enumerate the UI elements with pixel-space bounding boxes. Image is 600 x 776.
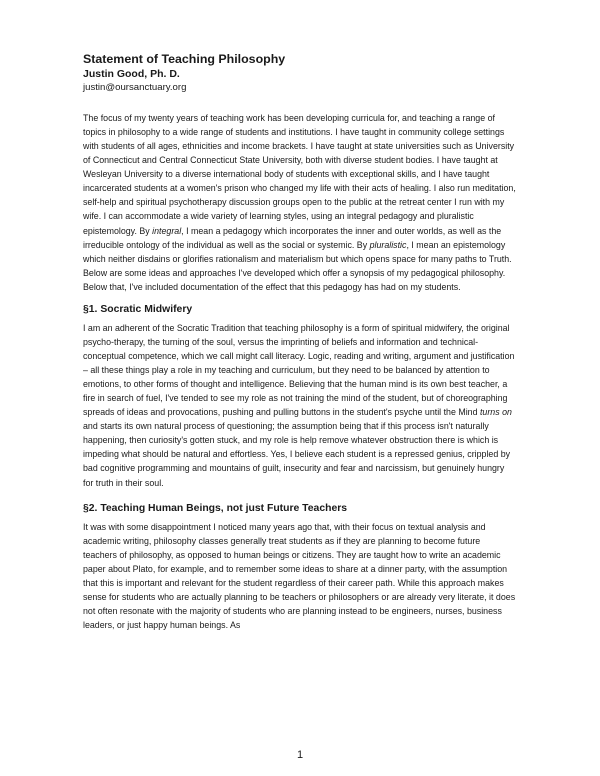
- intro-text-2: , I mean a pedagogy which incorporates the inner and outer worlds, as well as the irreducible ontology of the individual as well as the social or systemic. By: [83, 225, 502, 250]
- author-email: justin@oursanctuary.org: [83, 82, 187, 93]
- page-number: 1: [296, 749, 304, 761]
- intro-text-3: , I mean an epistemology which neither disdains or glorifies rationalism and materialism but which opens space for many paths to Truth. Below are some ideas and approaches I've developed which offer a synopsis of my pedagogical philosophy. Below that, I've included documentation of the effect that this pedagogy has had on my students.: [83, 239, 512, 292]
- document-title: Statement of Teaching Philosophy: [83, 52, 286, 66]
- intro-emphasis-pluralistic: pluralistic: [369, 239, 407, 250]
- section-1-paragraph: [83, 321, 516, 490]
- section-2-heading: §2. Teaching Human Beings, not just Future Teachers: [83, 502, 348, 514]
- section-1-emphasis-turns-on: turns on: [479, 407, 512, 418]
- section-1-text-2: and starts its own natural process of questioning; the assumption being that if this process isn't naturally happening, then curiosity's gotten stuck, and my role is help remove whatever obstruction there is which is impeding what should be natural and effortless. Yes, I believe each student is a repressed genius, crippled by bad cognitive programming and mountains of guilt, insecurity and fear and narcissism, but genuinely hungry for truth in their soul.: [83, 421, 511, 488]
- section-1-text-1: I am an adherent of the Socratic Tradition that teaching philosophy is a form of spiritual midwifery, the original psycho-therapy, the turning of the soul, versus the imprinting of beliefs and information and technical-conceptual competence, which we call might call literacy. Logic, reading and writing, argument and justification – all these things play a role in my teaching and curriculum, but they need to be balanced by attention to emotions, to other forms of thought and intelligence. Believing that the human mind is its own best teacher, a fire in search of fuel, I've tended to see my role as not training the mind of the student, but of choreographing spreads of ideas and provocations, pushing and pulling buttons in the student's psyche until the Mind: [83, 322, 515, 418]
- section-2-text-1: It was with some disappointment I noticed many years ago that, with their focus on textual analysis and academic writing, philosophy classes generally treat students as if they are planning to become future teachers of philosophy, as opposed to human beings or citizens. They are taught how to write an academic paper about Plato, for example, and to remember some ideas to share at a dinner party, with the assumption that this is important and relevant for the student regardless of their career path. While this approach makes sense for students who are actually planning to be teachers or philosophers or are already very literate, it does not often resonate with the majority of students who are planning instead to be engineers, nurses, business leaders, or just happy human beings. As: [83, 521, 516, 630]
- author-name: Justin Good, Ph. D.: [83, 68, 180, 80]
- intro-text-1: The focus of my twenty years of teaching work has been developing curricula for, and teaching a range of topics in philosophy to a wide range of students and institutions. I have taught in community college settings with students of all ages, ethnicities and income brackets. I have taught at state universities such as University of Connecticut and Central Connecticut State University, both with diverse student bodies. I have taught at Wesleyan University to a diverse international body of students with exceptional skills, and I have taught incarcerated students at a women's prison who changed my life with their acts of healing. I also run meditation, self-help and spiritual psychotherapy discussion groups open to the public at the retreat center I run with my wife. I can accommodate a wide variety of learning styles, using an integral pedagogy and pluralistic epistemology. By: [83, 113, 516, 236]
- intro-emphasis-integral: integral: [152, 225, 182, 236]
- section-2-paragraph: [83, 520, 516, 633]
- intro-paragraph: [83, 111, 516, 294]
- section-1-heading: §1. Socratic Midwifery: [83, 303, 193, 315]
